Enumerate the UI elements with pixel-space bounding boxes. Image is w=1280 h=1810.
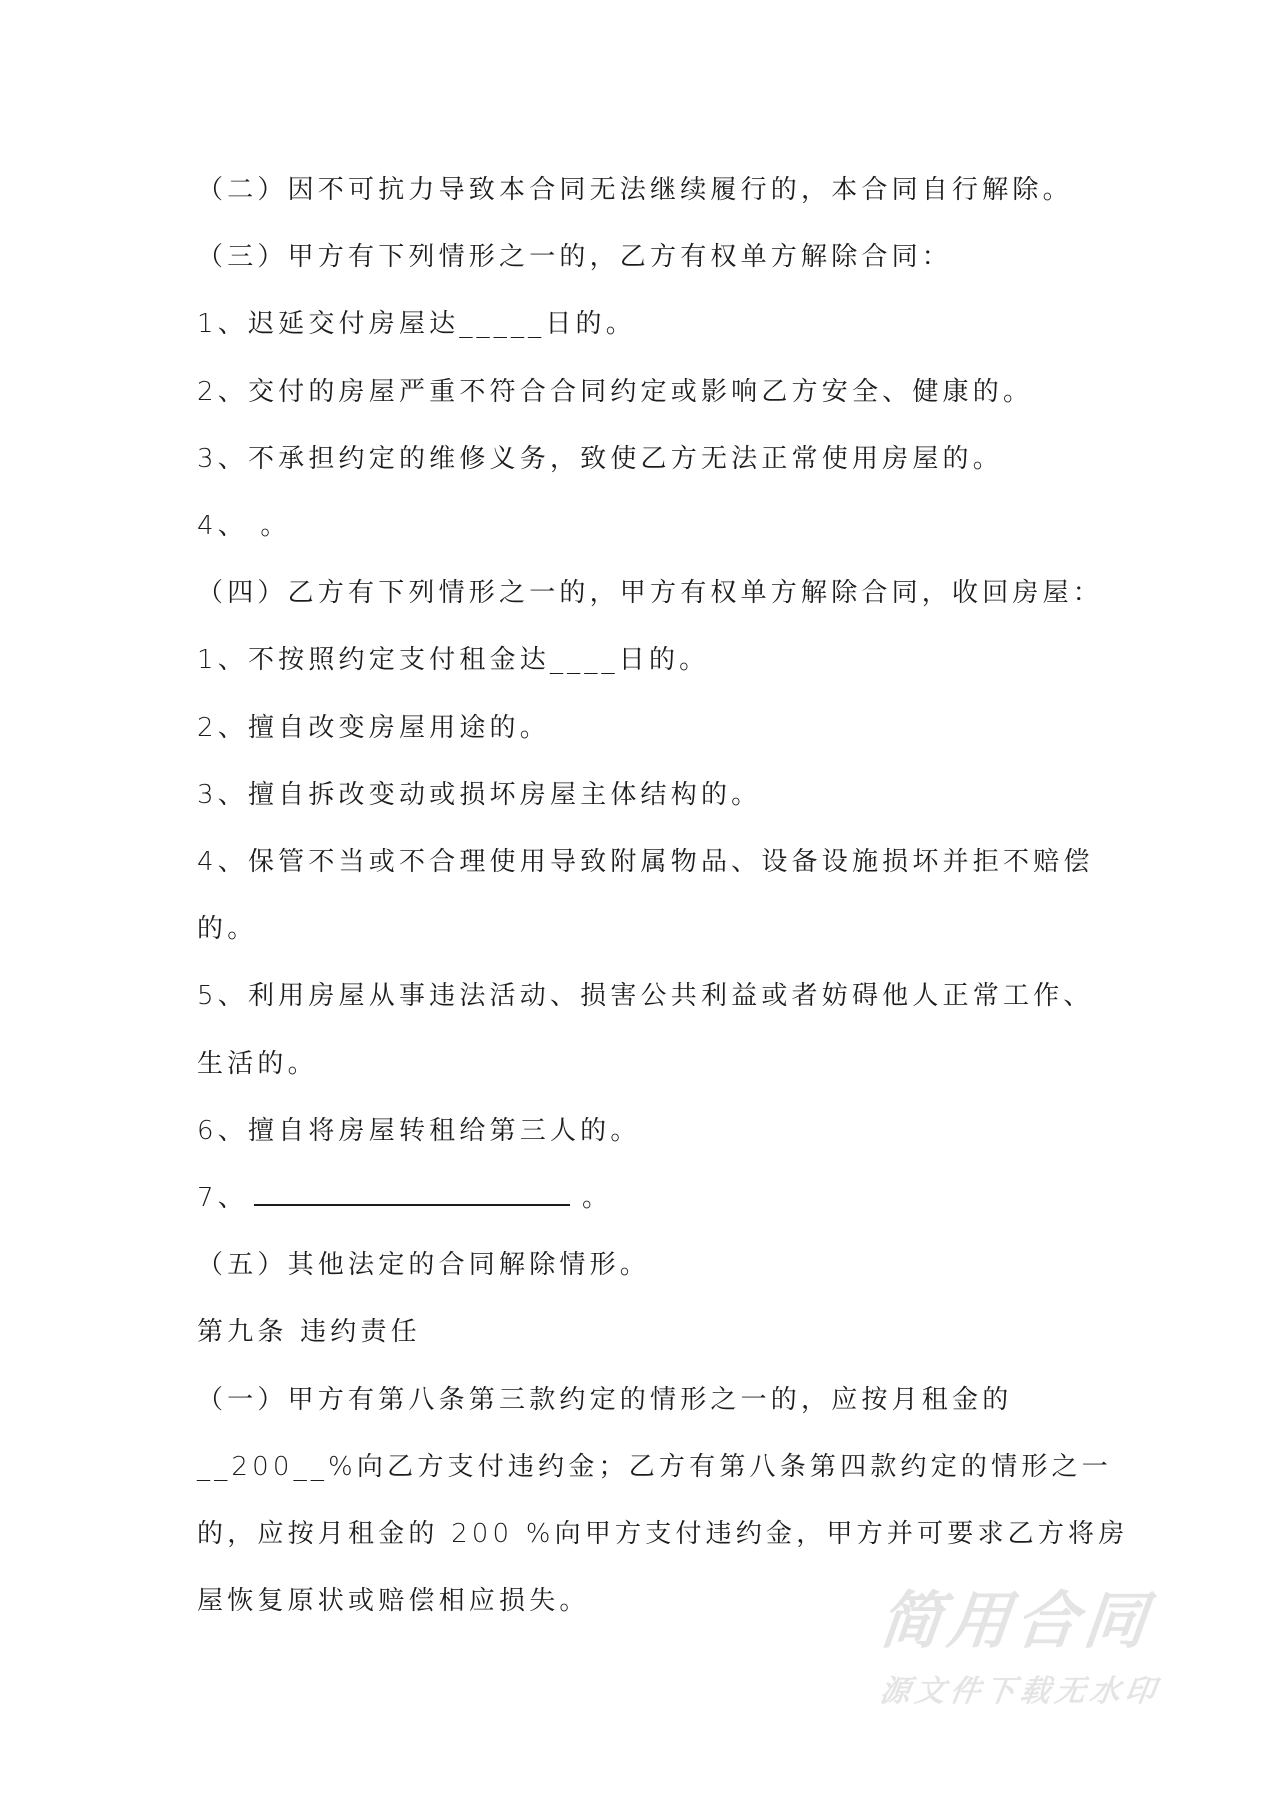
clause-8-4-item-3: 3、擅自拆改变动或损坏房屋主体结构的。: [197, 780, 762, 810]
clause-8-4-item-5-cont: 生活的。: [197, 1049, 318, 1079]
fill-in-blank-line: [254, 1184, 570, 1206]
clause-8-4-item-2: 2、擅自改变房屋用途的。: [197, 713, 550, 743]
clause-8-3-heading: （三）甲方有下列情形之一的，乙方有权单方解除合同：: [197, 242, 953, 272]
clause-8-4-item-5: 5、利用房屋从事违法活动、损害公共利益或者妨碍他人正常工作、: [197, 981, 1094, 1011]
clause-8-4-heading: （四）乙方有下列情形之一的，甲方有权单方解除合同，收回房屋：: [197, 578, 1104, 608]
clause-8-3-item-2: 2、交付的房屋严重不符合合同约定或影响乙方安全、健康的。: [197, 377, 1034, 407]
clause-9-1-line-1: （一）甲方有第八条第三款约定的情形之一的，应按月租金的: [197, 1385, 1013, 1415]
clause-8-4-item-4-cont: 的。: [197, 914, 258, 944]
clause-8-2-force-majeure: （二）因不可抗力导致本合同无法继续履行的，本合同自行解除。: [197, 175, 1073, 205]
article-9-title: 第九条 违约责任: [197, 1317, 421, 1347]
watermark: [876, 1584, 1180, 1709]
clause-8-3-item-4: 4、 。: [197, 511, 291, 541]
clause-8-3-item-1: 1、迟延交付房屋达_____日的。: [197, 309, 636, 339]
item-7-period: 。: [581, 1183, 613, 1213]
clause-8-5: （五）其他法定的合同解除情形。: [197, 1250, 651, 1280]
clause-9-1-line-3: 的，应按月租金的 200 %向甲方支付违约金，甲方并可要求乙方将房: [197, 1519, 1129, 1549]
clause-8-4-item-1: 1、不按照约定支付租金达____日的。: [197, 645, 710, 675]
clause-9-1-line-2: __200__%向乙方支付违约金；乙方有第八条第四款约定的情形之一: [197, 1452, 1112, 1482]
clause-9-1-line-4: 屋恢复原状或赔偿相应损失。: [197, 1586, 590, 1616]
item-7-number: 7、: [197, 1183, 248, 1213]
clause-8-3-item-3: 3、不承担约定的维修义务，致使乙方无法正常使用房屋的。: [197, 444, 1003, 474]
watermark-logo-text: 简用合同: [876, 1584, 1156, 1657]
clause-8-4-item-4: 4、保管不当或不合理使用导致附属物品、设备设施损坏并拒不赔偿: [197, 847, 1094, 877]
watermark-tagline: 源文件下载无水印: [877, 1674, 1163, 1709]
clause-8-4-item-7: [197, 1180, 612, 1216]
clause-8-4-item-6: 6、擅自将房屋转租给第三人的。: [197, 1116, 641, 1146]
